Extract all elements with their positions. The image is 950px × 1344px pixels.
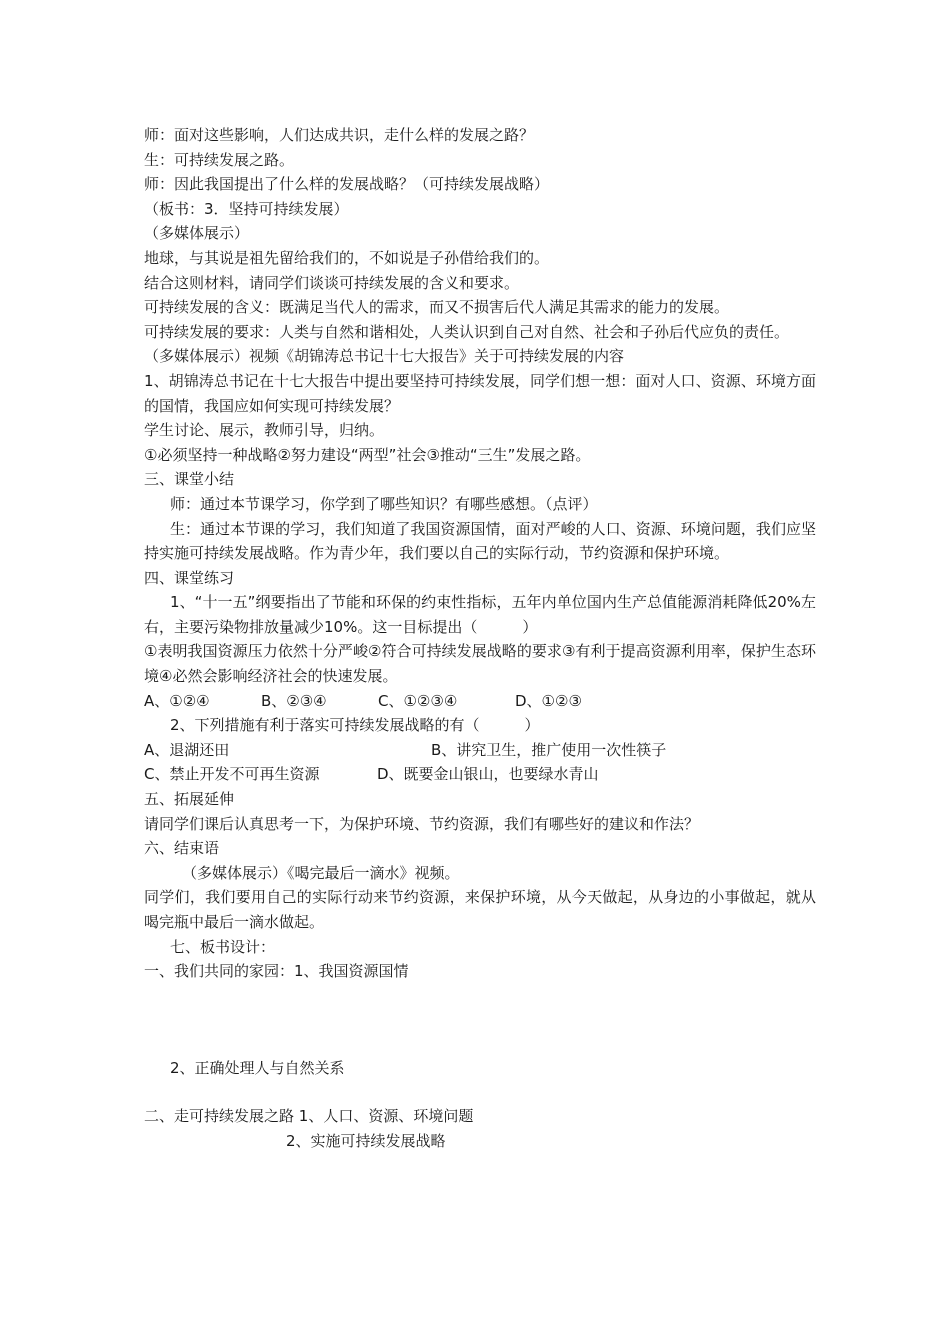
paragraph: 学生讨论、展示，教师引导，归纳。 bbox=[144, 421, 385, 440]
paragraph: 可持续发展的含义：既满足当代人的需求，而又不损害后代人满足其需求的能力的发展。 bbox=[144, 298, 730, 317]
board-design-line: 2、正确处理人与自然关系 bbox=[170, 1058, 345, 1077]
paragraph: 可持续发展的要求：人类与自然和谐相处，人类认识到自己对自然、社会和子孙后代应负的责任。 bbox=[144, 322, 790, 341]
section-heading: 三、课堂小结 bbox=[144, 470, 235, 489]
question-1: 1、“十一五”纲要指出了节能和环保的约束性指标，五年内单位国内生产总值能源消耗降低20%左右，主要污染物排放量减少10%。这一目标提出（ ） bbox=[144, 593, 816, 636]
paragraph: 生：可持续发展之路。 bbox=[144, 150, 295, 169]
question-2-options-row-1 bbox=[144, 738, 816, 763]
question-1-statements: ①表明我国资源压力依然十分严峻②符合可持续发展战略的要求③有利于提高资源利用率，保护生态环境④必然会影响经济社会的快速发展。 bbox=[144, 642, 816, 686]
paragraph: （多媒体展示）视频《胡锦涛总书记十七大报告》关于可持续发展的内容 bbox=[144, 347, 625, 366]
paragraph: 结合这则材料，请同学们谈谈可持续发展的含义和要求。 bbox=[144, 273, 520, 292]
board-design-line: 二、走可持续发展之路 1、人口、资源、环境问题 bbox=[144, 1107, 474, 1126]
paragraph: （多媒体展示）《喝完最后一滴水》视频。 bbox=[182, 863, 460, 882]
paragraph: 同学们，我们要用自己的实际行动来节约资源，来保护环境，从今天做起，从身边的小事做起，就从喝完瓶中最后一滴水做起。 bbox=[144, 888, 816, 931]
paragraph: 师：面对这些影响，人们达成共识，走什么样的发展之路？ bbox=[144, 126, 535, 144]
paragraph: （多媒体展示） bbox=[144, 224, 250, 243]
section-heading: 四、课堂练习 bbox=[144, 568, 235, 587]
question-2-options-row-2 bbox=[144, 762, 816, 787]
section-heading: 七、板书设计： bbox=[170, 937, 276, 956]
paragraph: 1、胡锦涛总书记在十七大报告中提出要坚持可持续发展，同学们想一想：面对人口、资源、环境方面的国情，我国应如何实现可持续发展？ bbox=[144, 371, 816, 415]
board-design-line: 一、我们共同的家园：1、我国资源国情 bbox=[144, 962, 409, 981]
option-d: D、①②③ bbox=[515, 691, 582, 710]
option-b: B、②③④ bbox=[261, 691, 327, 710]
paragraph: 生：通过本节课的学习，我们知道了我国资源国情，面对严峻的人口、资源、环境问题，我们应坚持实施可持续发展战略。作为青少年，我们要以自己的实际行动，节约资源和保护环境。 bbox=[144, 519, 816, 563]
option-c: C、禁止开发不可再生资源 bbox=[144, 765, 320, 784]
spacer bbox=[144, 984, 816, 1056]
option-b: B、讲究卫生，推广使用一次性筷子 bbox=[431, 740, 667, 759]
section-heading: 五、拓展延伸 bbox=[144, 790, 235, 809]
paragraph: 师：因此我国提出了什么样的发展战略？（可持续发展战略） bbox=[144, 175, 550, 194]
document-page bbox=[144, 123, 816, 1154]
board-design-line: 2、实施可持续发展战略 bbox=[286, 1131, 446, 1150]
paragraph: ①必须坚持一种战略②努力建设“两型”社会③推动“三生”发展之路。 bbox=[144, 445, 591, 464]
option-c: C、①②③④ bbox=[378, 691, 458, 710]
paragraph: 师：通过本节课学习，你学到了哪些知识？有哪些感想。（点评） bbox=[170, 494, 598, 513]
paragraph: 请同学们课后认真思考一下，为保护环境、节约资源，我们有哪些好的建议和作法？ bbox=[144, 814, 700, 833]
option-a: A、退湖还田 bbox=[144, 740, 230, 759]
option-a: A、①②④ bbox=[144, 691, 210, 710]
section-heading: 六、结束语 bbox=[144, 839, 220, 858]
question-1-options bbox=[144, 689, 816, 714]
paragraph: （板书：3．坚持可持续发展） bbox=[144, 199, 349, 218]
spacer bbox=[144, 1080, 816, 1104]
paragraph: 地球，与其说是祖先留给我们的，不如说是子孙借给我们的。 bbox=[144, 248, 550, 267]
option-d: D、既要金山银山，也要绿水青山 bbox=[377, 765, 599, 784]
question-2: 2、下列措施有利于落实可持续发展战略的有（ ） bbox=[170, 716, 540, 735]
